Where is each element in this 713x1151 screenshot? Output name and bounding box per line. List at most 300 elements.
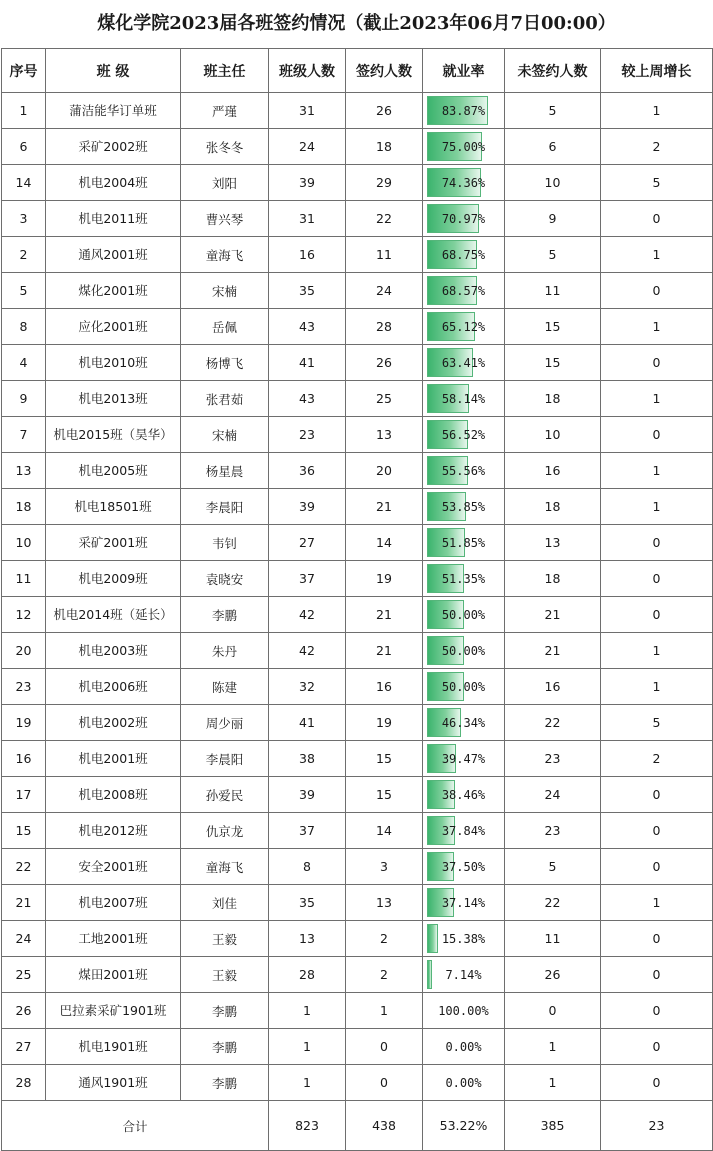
cell-teacher: 王毅 [181, 921, 269, 957]
cell-growth: 0 [601, 1065, 713, 1101]
header-row [2, 49, 713, 93]
rate-text: 0.00% [445, 1040, 482, 1054]
cell-class: 巴拉素采矿1901班 [46, 993, 181, 1029]
cell-total: 36 [269, 453, 346, 489]
cell-rate [423, 1029, 505, 1065]
cell-class: 机电18501班 [46, 489, 181, 525]
cell-no: 18 [2, 489, 46, 525]
table-row [2, 597, 713, 633]
cell-teacher: 王毅 [181, 957, 269, 993]
header-class: 班 级 [46, 49, 181, 93]
cell-rate [423, 309, 505, 345]
cell-no: 22 [2, 849, 46, 885]
cell-rate [423, 237, 505, 273]
cell-signed: 1 [346, 993, 423, 1029]
cell-total: 13 [269, 921, 346, 957]
cell-no: 2 [2, 237, 46, 273]
cell-signed: 2 [346, 921, 423, 957]
cell-unsigned: 23 [505, 813, 601, 849]
cell-total: 35 [269, 273, 346, 309]
cell-growth: 1 [601, 885, 713, 921]
cell-signed: 25 [346, 381, 423, 417]
cell-total: 39 [269, 489, 346, 525]
cell-total: 31 [269, 93, 346, 129]
cell-growth: 1 [601, 633, 713, 669]
rate-text: 75.00% [441, 140, 486, 154]
cell-rate [423, 129, 505, 165]
total-signed: 438 [346, 1101, 423, 1151]
cell-class: 机电2012班 [46, 813, 181, 849]
cell-no: 28 [2, 1065, 46, 1101]
cell-teacher: 宋楠 [181, 273, 269, 309]
cell-class: 通风2001班 [46, 237, 181, 273]
cell-unsigned: 22 [505, 885, 601, 921]
signing-table [1, 48, 713, 1151]
rate-text: 7.14% [445, 968, 482, 982]
cell-growth: 0 [601, 561, 713, 597]
cell-class: 机电2013班 [46, 381, 181, 417]
table-row [2, 885, 713, 921]
rate-text: 37.50% [441, 860, 486, 874]
cell-rate [423, 885, 505, 921]
cell-class: 蒲洁能华订单班 [46, 93, 181, 129]
table-row [2, 453, 713, 489]
rate-text: 37.84% [441, 824, 486, 838]
rate-text: 68.57% [441, 284, 486, 298]
table-row [2, 129, 713, 165]
cell-total: 41 [269, 705, 346, 741]
cell-rate [423, 453, 505, 489]
rate-text: 51.35% [441, 572, 486, 586]
cell-growth: 0 [601, 345, 713, 381]
cell-signed: 29 [346, 165, 423, 201]
table-row [2, 309, 713, 345]
table-row [2, 489, 713, 525]
cell-teacher: 杨博飞 [181, 345, 269, 381]
cell-no: 6 [2, 129, 46, 165]
table-row [2, 561, 713, 597]
cell-rate [423, 345, 505, 381]
cell-total: 42 [269, 597, 346, 633]
table-row [2, 741, 713, 777]
cell-unsigned: 15 [505, 345, 601, 381]
cell-class: 机电2007班 [46, 885, 181, 921]
cell-teacher: 岳佩 [181, 309, 269, 345]
rate-text: 50.00% [441, 608, 486, 622]
rate-text: 46.34% [441, 716, 486, 730]
cell-class: 采矿2002班 [46, 129, 181, 165]
cell-class: 机电2003班 [46, 633, 181, 669]
cell-total: 23 [269, 417, 346, 453]
rate-text: 0.00% [445, 1076, 482, 1090]
cell-teacher: 孙爱民 [181, 777, 269, 813]
table-row [2, 633, 713, 669]
header-signed: 签约人数 [346, 49, 423, 93]
cell-unsigned: 5 [505, 93, 601, 129]
cell-signed: 26 [346, 93, 423, 129]
cell-rate [423, 525, 505, 561]
cell-growth: 1 [601, 489, 713, 525]
cell-total: 43 [269, 381, 346, 417]
cell-growth: 1 [601, 381, 713, 417]
rate-data-bar [427, 960, 432, 989]
cell-no: 13 [2, 453, 46, 489]
cell-no: 17 [2, 777, 46, 813]
cell-total: 39 [269, 165, 346, 201]
cell-total: 35 [269, 885, 346, 921]
cell-no: 10 [2, 525, 46, 561]
cell-unsigned: 6 [505, 129, 601, 165]
cell-teacher: 童海飞 [181, 849, 269, 885]
table-row [2, 1065, 713, 1101]
cell-unsigned: 21 [505, 633, 601, 669]
cell-total: 16 [269, 237, 346, 273]
table-row [2, 993, 713, 1029]
table-row [2, 273, 713, 309]
cell-class: 机电2001班 [46, 741, 181, 777]
total-rate: 53.22% [423, 1101, 505, 1151]
total-row [2, 1101, 713, 1151]
table-row [2, 1029, 713, 1065]
cell-rate [423, 93, 505, 129]
cell-total: 31 [269, 201, 346, 237]
table-row [2, 957, 713, 993]
cell-growth: 0 [601, 417, 713, 453]
cell-total: 32 [269, 669, 346, 705]
cell-no: 27 [2, 1029, 46, 1065]
cell-teacher: 韦钊 [181, 525, 269, 561]
cell-teacher: 曹兴琴 [181, 201, 269, 237]
cell-rate [423, 273, 505, 309]
cell-total: 27 [269, 525, 346, 561]
cell-total: 28 [269, 957, 346, 993]
cell-growth: 0 [601, 1029, 713, 1065]
table-row [2, 165, 713, 201]
cell-signed: 15 [346, 777, 423, 813]
cell-class: 通风1901班 [46, 1065, 181, 1101]
cell-teacher: 童海飞 [181, 237, 269, 273]
cell-rate [423, 705, 505, 741]
cell-unsigned: 1 [505, 1065, 601, 1101]
cell-signed: 13 [346, 885, 423, 921]
cell-teacher: 李鹏 [181, 597, 269, 633]
cell-no: 24 [2, 921, 46, 957]
cell-no: 25 [2, 957, 46, 993]
cell-signed: 16 [346, 669, 423, 705]
cell-class: 机电2010班 [46, 345, 181, 381]
cell-growth: 1 [601, 309, 713, 345]
cell-rate [423, 417, 505, 453]
cell-teacher: 李鹏 [181, 1029, 269, 1065]
cell-teacher: 仇京龙 [181, 813, 269, 849]
cell-growth: 0 [601, 777, 713, 813]
rate-data-bar [427, 924, 438, 953]
cell-no: 8 [2, 309, 46, 345]
cell-growth: 0 [601, 201, 713, 237]
cell-no: 5 [2, 273, 46, 309]
cell-signed: 21 [346, 633, 423, 669]
table-row [2, 813, 713, 849]
cell-no: 23 [2, 669, 46, 705]
cell-no: 9 [2, 381, 46, 417]
cell-growth: 0 [601, 849, 713, 885]
cell-class: 机电1901班 [46, 1029, 181, 1065]
rate-text: 58.14% [441, 392, 486, 406]
header-rate: 就业率 [423, 49, 505, 93]
header-teacher: 班主任 [181, 49, 269, 93]
cell-no: 19 [2, 705, 46, 741]
cell-signed: 24 [346, 273, 423, 309]
cell-unsigned: 1 [505, 1029, 601, 1065]
cell-class: 机电2009班 [46, 561, 181, 597]
cell-rate [423, 741, 505, 777]
cell-no: 3 [2, 201, 46, 237]
cell-rate [423, 201, 505, 237]
table-row [2, 525, 713, 561]
rate-text: 50.00% [441, 644, 486, 658]
total-growth: 23 [601, 1101, 713, 1151]
rate-text: 70.97% [441, 212, 486, 226]
cell-growth: 5 [601, 165, 713, 201]
table-row [2, 777, 713, 813]
cell-signed: 18 [346, 129, 423, 165]
cell-unsigned: 11 [505, 273, 601, 309]
cell-no: 16 [2, 741, 46, 777]
cell-class: 机电2006班 [46, 669, 181, 705]
cell-unsigned: 9 [505, 201, 601, 237]
cell-unsigned: 13 [505, 525, 601, 561]
cell-growth: 2 [601, 741, 713, 777]
cell-rate [423, 165, 505, 201]
cell-signed: 14 [346, 525, 423, 561]
cell-signed: 21 [346, 597, 423, 633]
cell-growth: 1 [601, 93, 713, 129]
cell-no: 21 [2, 885, 46, 921]
cell-signed: 13 [346, 417, 423, 453]
cell-growth: 0 [601, 957, 713, 993]
cell-signed: 26 [346, 345, 423, 381]
cell-class: 机电2014班（延长） [46, 597, 181, 633]
cell-unsigned: 18 [505, 561, 601, 597]
cell-no: 7 [2, 417, 46, 453]
cell-total: 43 [269, 309, 346, 345]
cell-teacher: 袁晓安 [181, 561, 269, 597]
total-unsigned: 385 [505, 1101, 601, 1151]
cell-class: 机电2004班 [46, 165, 181, 201]
cell-no: 14 [2, 165, 46, 201]
header-growth: 较上周增长 [601, 49, 713, 93]
rate-text: 37.14% [441, 896, 486, 910]
rate-text: 53.85% [441, 500, 486, 514]
cell-growth: 1 [601, 669, 713, 705]
cell-no: 20 [2, 633, 46, 669]
cell-signed: 20 [346, 453, 423, 489]
cell-rate [423, 849, 505, 885]
cell-growth: 2 [601, 129, 713, 165]
cell-unsigned: 16 [505, 669, 601, 705]
rate-text: 56.52% [441, 428, 486, 442]
table-row [2, 237, 713, 273]
cell-signed: 2 [346, 957, 423, 993]
cell-unsigned: 5 [505, 237, 601, 273]
header-no: 序号 [2, 49, 46, 93]
rate-text: 51.85% [441, 536, 486, 550]
cell-teacher: 张冬冬 [181, 129, 269, 165]
cell-teacher: 李鹏 [181, 1065, 269, 1101]
cell-unsigned: 23 [505, 741, 601, 777]
cell-total: 37 [269, 813, 346, 849]
cell-unsigned: 22 [505, 705, 601, 741]
table-row [2, 417, 713, 453]
cell-unsigned: 26 [505, 957, 601, 993]
cell-total: 1 [269, 993, 346, 1029]
cell-unsigned: 24 [505, 777, 601, 813]
cell-class: 机电2015班（昊华） [46, 417, 181, 453]
cell-no: 12 [2, 597, 46, 633]
table-row [2, 921, 713, 957]
rate-text: 68.75% [441, 248, 486, 262]
table-row [2, 93, 713, 129]
rate-text: 100.00% [438, 1004, 489, 1018]
cell-no: 15 [2, 813, 46, 849]
cell-class: 采矿2001班 [46, 525, 181, 561]
page-title: 煤化学院2023届各班签约情况（截止2023年06月7日00:00） [97, 13, 616, 34]
table-row [2, 669, 713, 705]
cell-growth: 0 [601, 813, 713, 849]
cell-growth: 1 [601, 453, 713, 489]
cell-total: 1 [269, 1065, 346, 1101]
cell-rate [423, 921, 505, 957]
cell-class: 煤化2001班 [46, 273, 181, 309]
cell-total: 41 [269, 345, 346, 381]
cell-total: 24 [269, 129, 346, 165]
cell-class: 机电2008班 [46, 777, 181, 813]
cell-total: 38 [269, 741, 346, 777]
cell-no: 11 [2, 561, 46, 597]
cell-signed: 21 [346, 489, 423, 525]
rate-text: 55.56% [441, 464, 486, 478]
cell-teacher: 李晨阳 [181, 741, 269, 777]
table-row [2, 381, 713, 417]
header-total: 班级人数 [269, 49, 346, 93]
total-label: 合计 [2, 1101, 269, 1151]
rate-text: 74.36% [441, 176, 486, 190]
cell-unsigned: 21 [505, 597, 601, 633]
rate-text: 83.87% [441, 104, 486, 118]
cell-unsigned: 16 [505, 453, 601, 489]
cell-unsigned: 11 [505, 921, 601, 957]
cell-growth: 0 [601, 921, 713, 957]
cell-unsigned: 15 [505, 309, 601, 345]
cell-unsigned: 10 [505, 165, 601, 201]
cell-unsigned: 18 [505, 381, 601, 417]
cell-signed: 11 [346, 237, 423, 273]
table-row [2, 849, 713, 885]
cell-growth: 1 [601, 237, 713, 273]
cell-unsigned: 18 [505, 489, 601, 525]
cell-class: 应化2001班 [46, 309, 181, 345]
table-row [2, 705, 713, 741]
cell-teacher: 宋楠 [181, 417, 269, 453]
rate-text: 39.47% [441, 752, 486, 766]
cell-class: 工地2001班 [46, 921, 181, 957]
cell-unsigned: 0 [505, 993, 601, 1029]
table-body [2, 93, 713, 1101]
cell-growth: 0 [601, 597, 713, 633]
cell-signed: 28 [346, 309, 423, 345]
cell-teacher: 李晨阳 [181, 489, 269, 525]
cell-signed: 14 [346, 813, 423, 849]
table-row [2, 201, 713, 237]
cell-rate [423, 957, 505, 993]
cell-rate [423, 597, 505, 633]
rate-text: 63.41% [441, 356, 486, 370]
cell-class: 煤田2001班 [46, 957, 181, 993]
cell-total: 42 [269, 633, 346, 669]
cell-teacher: 周少丽 [181, 705, 269, 741]
rate-text: 38.46% [441, 788, 486, 802]
cell-total: 37 [269, 561, 346, 597]
rate-text: 15.38% [441, 932, 486, 946]
cell-rate [423, 813, 505, 849]
header-unsigned: 未签约人数 [505, 49, 601, 93]
cell-teacher: 严瑾 [181, 93, 269, 129]
cell-class: 机电2002班 [46, 705, 181, 741]
cell-no: 1 [2, 93, 46, 129]
cell-rate [423, 633, 505, 669]
cell-signed: 19 [346, 561, 423, 597]
cell-growth: 0 [601, 525, 713, 561]
cell-unsigned: 10 [505, 417, 601, 453]
cell-no: 26 [2, 993, 46, 1029]
cell-class: 机电2005班 [46, 453, 181, 489]
cell-teacher: 张君茹 [181, 381, 269, 417]
cell-class: 机电2011班 [46, 201, 181, 237]
cell-signed: 19 [346, 705, 423, 741]
cell-rate [423, 1065, 505, 1101]
cell-rate [423, 381, 505, 417]
cell-teacher: 陈建 [181, 669, 269, 705]
rate-text: 50.00% [441, 680, 486, 694]
cell-teacher: 刘佳 [181, 885, 269, 921]
cell-signed: 15 [346, 741, 423, 777]
cell-class: 安全2001班 [46, 849, 181, 885]
cell-signed: 0 [346, 1029, 423, 1065]
cell-rate [423, 561, 505, 597]
rate-text: 65.12% [441, 320, 486, 334]
cell-growth: 0 [601, 993, 713, 1029]
cell-teacher: 朱丹 [181, 633, 269, 669]
cell-rate [423, 669, 505, 705]
cell-rate [423, 489, 505, 525]
total-total: 823 [269, 1101, 346, 1151]
cell-rate [423, 777, 505, 813]
cell-teacher: 刘阳 [181, 165, 269, 201]
cell-rate [423, 993, 505, 1029]
cell-total: 39 [269, 777, 346, 813]
table-row [2, 345, 713, 381]
cell-signed: 0 [346, 1065, 423, 1101]
cell-total: 8 [269, 849, 346, 885]
cell-unsigned: 5 [505, 849, 601, 885]
cell-growth: 5 [601, 705, 713, 741]
cell-signed: 22 [346, 201, 423, 237]
cell-teacher: 杨星晨 [181, 453, 269, 489]
cell-signed: 3 [346, 849, 423, 885]
cell-growth: 0 [601, 273, 713, 309]
cell-no: 4 [2, 345, 46, 381]
cell-teacher: 李鹏 [181, 993, 269, 1029]
